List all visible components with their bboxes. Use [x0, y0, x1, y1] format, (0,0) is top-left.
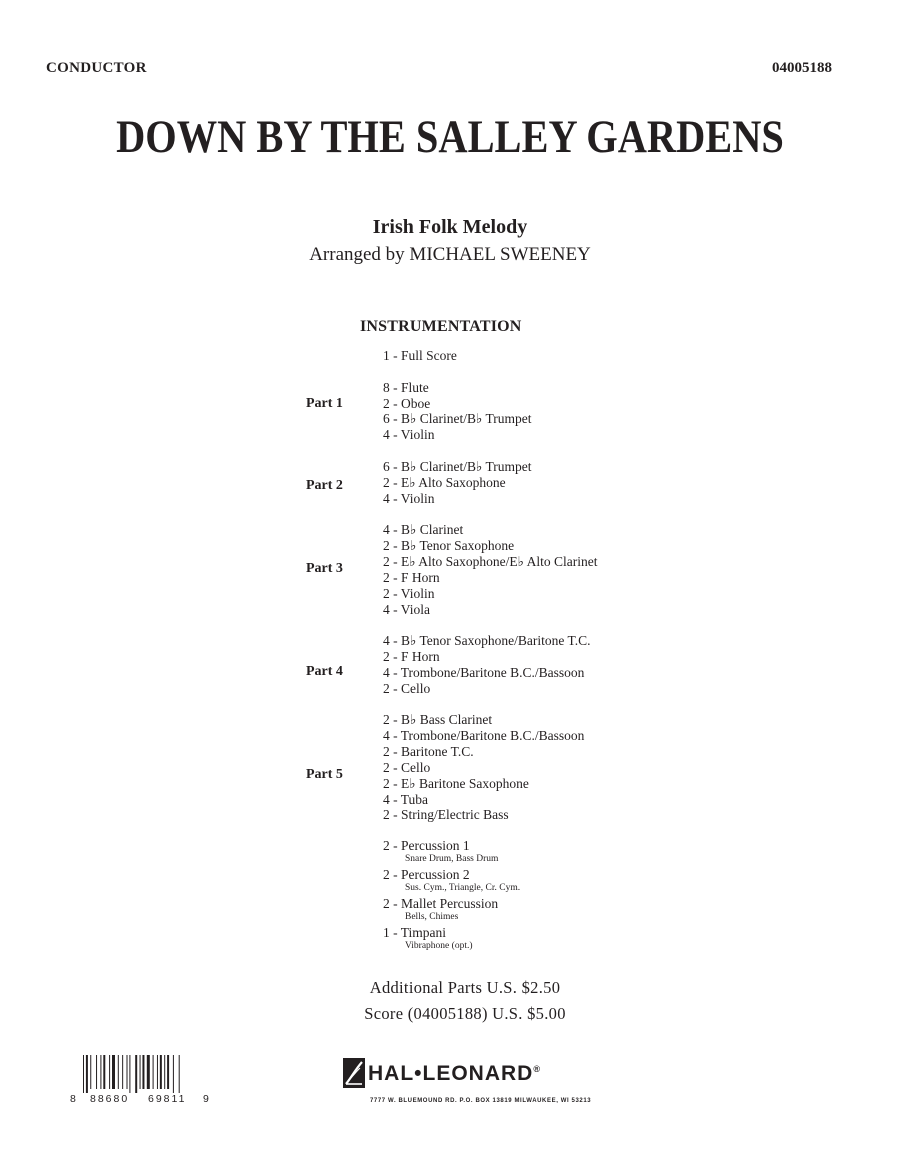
additional-parts-price: Additional Parts U.S. $2.50: [369, 978, 561, 997]
list-item: 2 - Cello: [383, 680, 431, 696]
list-item-note: Vibraphone (opt.): [405, 940, 473, 951]
barcode-bar: [157, 1055, 158, 1089]
barcode-digits-left: 88680: [90, 1093, 130, 1105]
instrumentation-list: [383, 348, 597, 955]
list-item-note: Bells, Chimes: [405, 911, 459, 922]
list-item: 4 - Violin: [383, 490, 435, 506]
barcode-bar: [83, 1055, 84, 1093]
instrumentation-heading: INSTRUMENTATION: [360, 318, 522, 335]
list-item: 6 - B♭ Clarinet/B♭ Trumpet: [383, 458, 532, 474]
barcode-bar: [140, 1055, 141, 1089]
barcode-bar: [164, 1055, 165, 1089]
barcode-bar: [100, 1055, 101, 1089]
list-item: 4 - B♭ Tenor Saxophone/Baritone T.C.: [383, 633, 591, 649]
barcode-bar: [112, 1055, 115, 1089]
catalog-number: 04005188: [772, 60, 832, 76]
list-item: 2 - Percussion 2: [383, 867, 470, 883]
barcode-prefix-digit: 8: [70, 1093, 76, 1105]
list-item-note: Snare Drum, Bass Drum: [405, 853, 499, 864]
barcode: [82, 1055, 198, 1093]
list-item: 4 - Tuba: [383, 791, 429, 807]
list-item: 2 - E♭ Alto Saxophone: [383, 474, 506, 490]
barcode-bar: [127, 1055, 128, 1089]
barcode-bar: [153, 1055, 154, 1089]
barcode-bar: [179, 1055, 180, 1093]
composer-credit: Irish Folk Melody: [372, 216, 528, 238]
barcode-bar: [118, 1055, 119, 1089]
page-title: DOWN BY THE SALLEY GARDENS: [116, 111, 784, 163]
list-item: 2 - Cello: [383, 759, 431, 775]
barcode-bar: [129, 1055, 130, 1093]
list-item: 2 - String/Electric Bass: [383, 807, 509, 823]
list-item: 2 - B♭ Tenor Saxophone: [383, 538, 515, 554]
barcode-bar: [90, 1055, 91, 1089]
barcode-bar: [135, 1055, 137, 1093]
list-item: 1 - Full Score: [383, 348, 457, 363]
list-item: 4 - Violin: [383, 427, 435, 443]
list-item: 8 - Flute: [383, 379, 429, 395]
list-item: 2 - Baritone T.C.: [383, 744, 474, 760]
list-item: 2 - F Horn: [383, 569, 440, 585]
hal-leonard-logo-icon: [343, 1058, 365, 1088]
publisher-address: 7777 W. BLUEMOUND RD. P.O. BOX 13819 MILWAUKEE, WI 53213: [370, 1098, 592, 1104]
part-1-label: Part 1: [306, 396, 343, 411]
list-item: 4 - Trombone/Baritone B.C./Bassoon: [383, 728, 585, 744]
barcode-suffix-digit: 9: [203, 1093, 209, 1105]
score-price: Score (04005188) U.S. $5.00: [364, 1004, 566, 1023]
barcode-bar: [86, 1055, 88, 1093]
list-item-note: Sus. Cym., Triangle, Cr. Cym.: [405, 882, 521, 893]
arranger-credit: Arranged by MICHAEL SWEENEY: [309, 244, 591, 265]
list-item: 2 - Percussion 1: [383, 838, 470, 854]
publisher-name: HAL•LEONARD: [368, 1062, 534, 1085]
part-4-label: Part 4: [306, 664, 343, 679]
list-item: 2 - Oboe: [383, 395, 431, 411]
list-item: 2 - Violin: [383, 585, 435, 601]
list-item: 6 - B♭ Clarinet/B♭ Trumpet: [383, 411, 532, 427]
list-item: 2 - Mallet Percussion: [383, 896, 499, 912]
barcode-bar: [122, 1055, 123, 1089]
barcode-bar: [160, 1055, 162, 1089]
list-item: 2 - E♭ Alto Saxophone/E♭ Alto Clarinet: [383, 553, 598, 569]
list-item: 4 - Trombone/Baritone B.C./Bassoon: [383, 664, 585, 680]
part-2-label: Part 2: [306, 478, 343, 493]
barcode-bar: [173, 1055, 174, 1093]
edition-label: CONDUCTOR: [46, 60, 147, 76]
barcode-bar: [96, 1055, 97, 1089]
barcode-bar: [103, 1055, 105, 1089]
barcode-bar: [147, 1055, 150, 1089]
list-item: 2 - E♭ Baritone Saxophone: [383, 775, 529, 791]
publisher-logo-text: [368, 1062, 541, 1086]
list-item: 2 - B♭ Bass Clarinet: [383, 712, 493, 728]
list-item: 1 - Timpani: [383, 925, 447, 941]
part-5-label: Part 5: [306, 767, 343, 782]
barcode-bar: [142, 1055, 144, 1089]
list-item: 4 - B♭ Clarinet: [383, 522, 464, 538]
barcode-bar: [109, 1055, 110, 1089]
list-item: 2 - F Horn: [383, 649, 440, 665]
part-3-label: Part 3: [306, 561, 343, 576]
registered-mark: ®: [533, 1064, 541, 1074]
barcode-bar: [167, 1055, 169, 1089]
list-item: 4 - Viola: [383, 601, 430, 617]
barcode-digits-right: 69811: [148, 1093, 187, 1105]
